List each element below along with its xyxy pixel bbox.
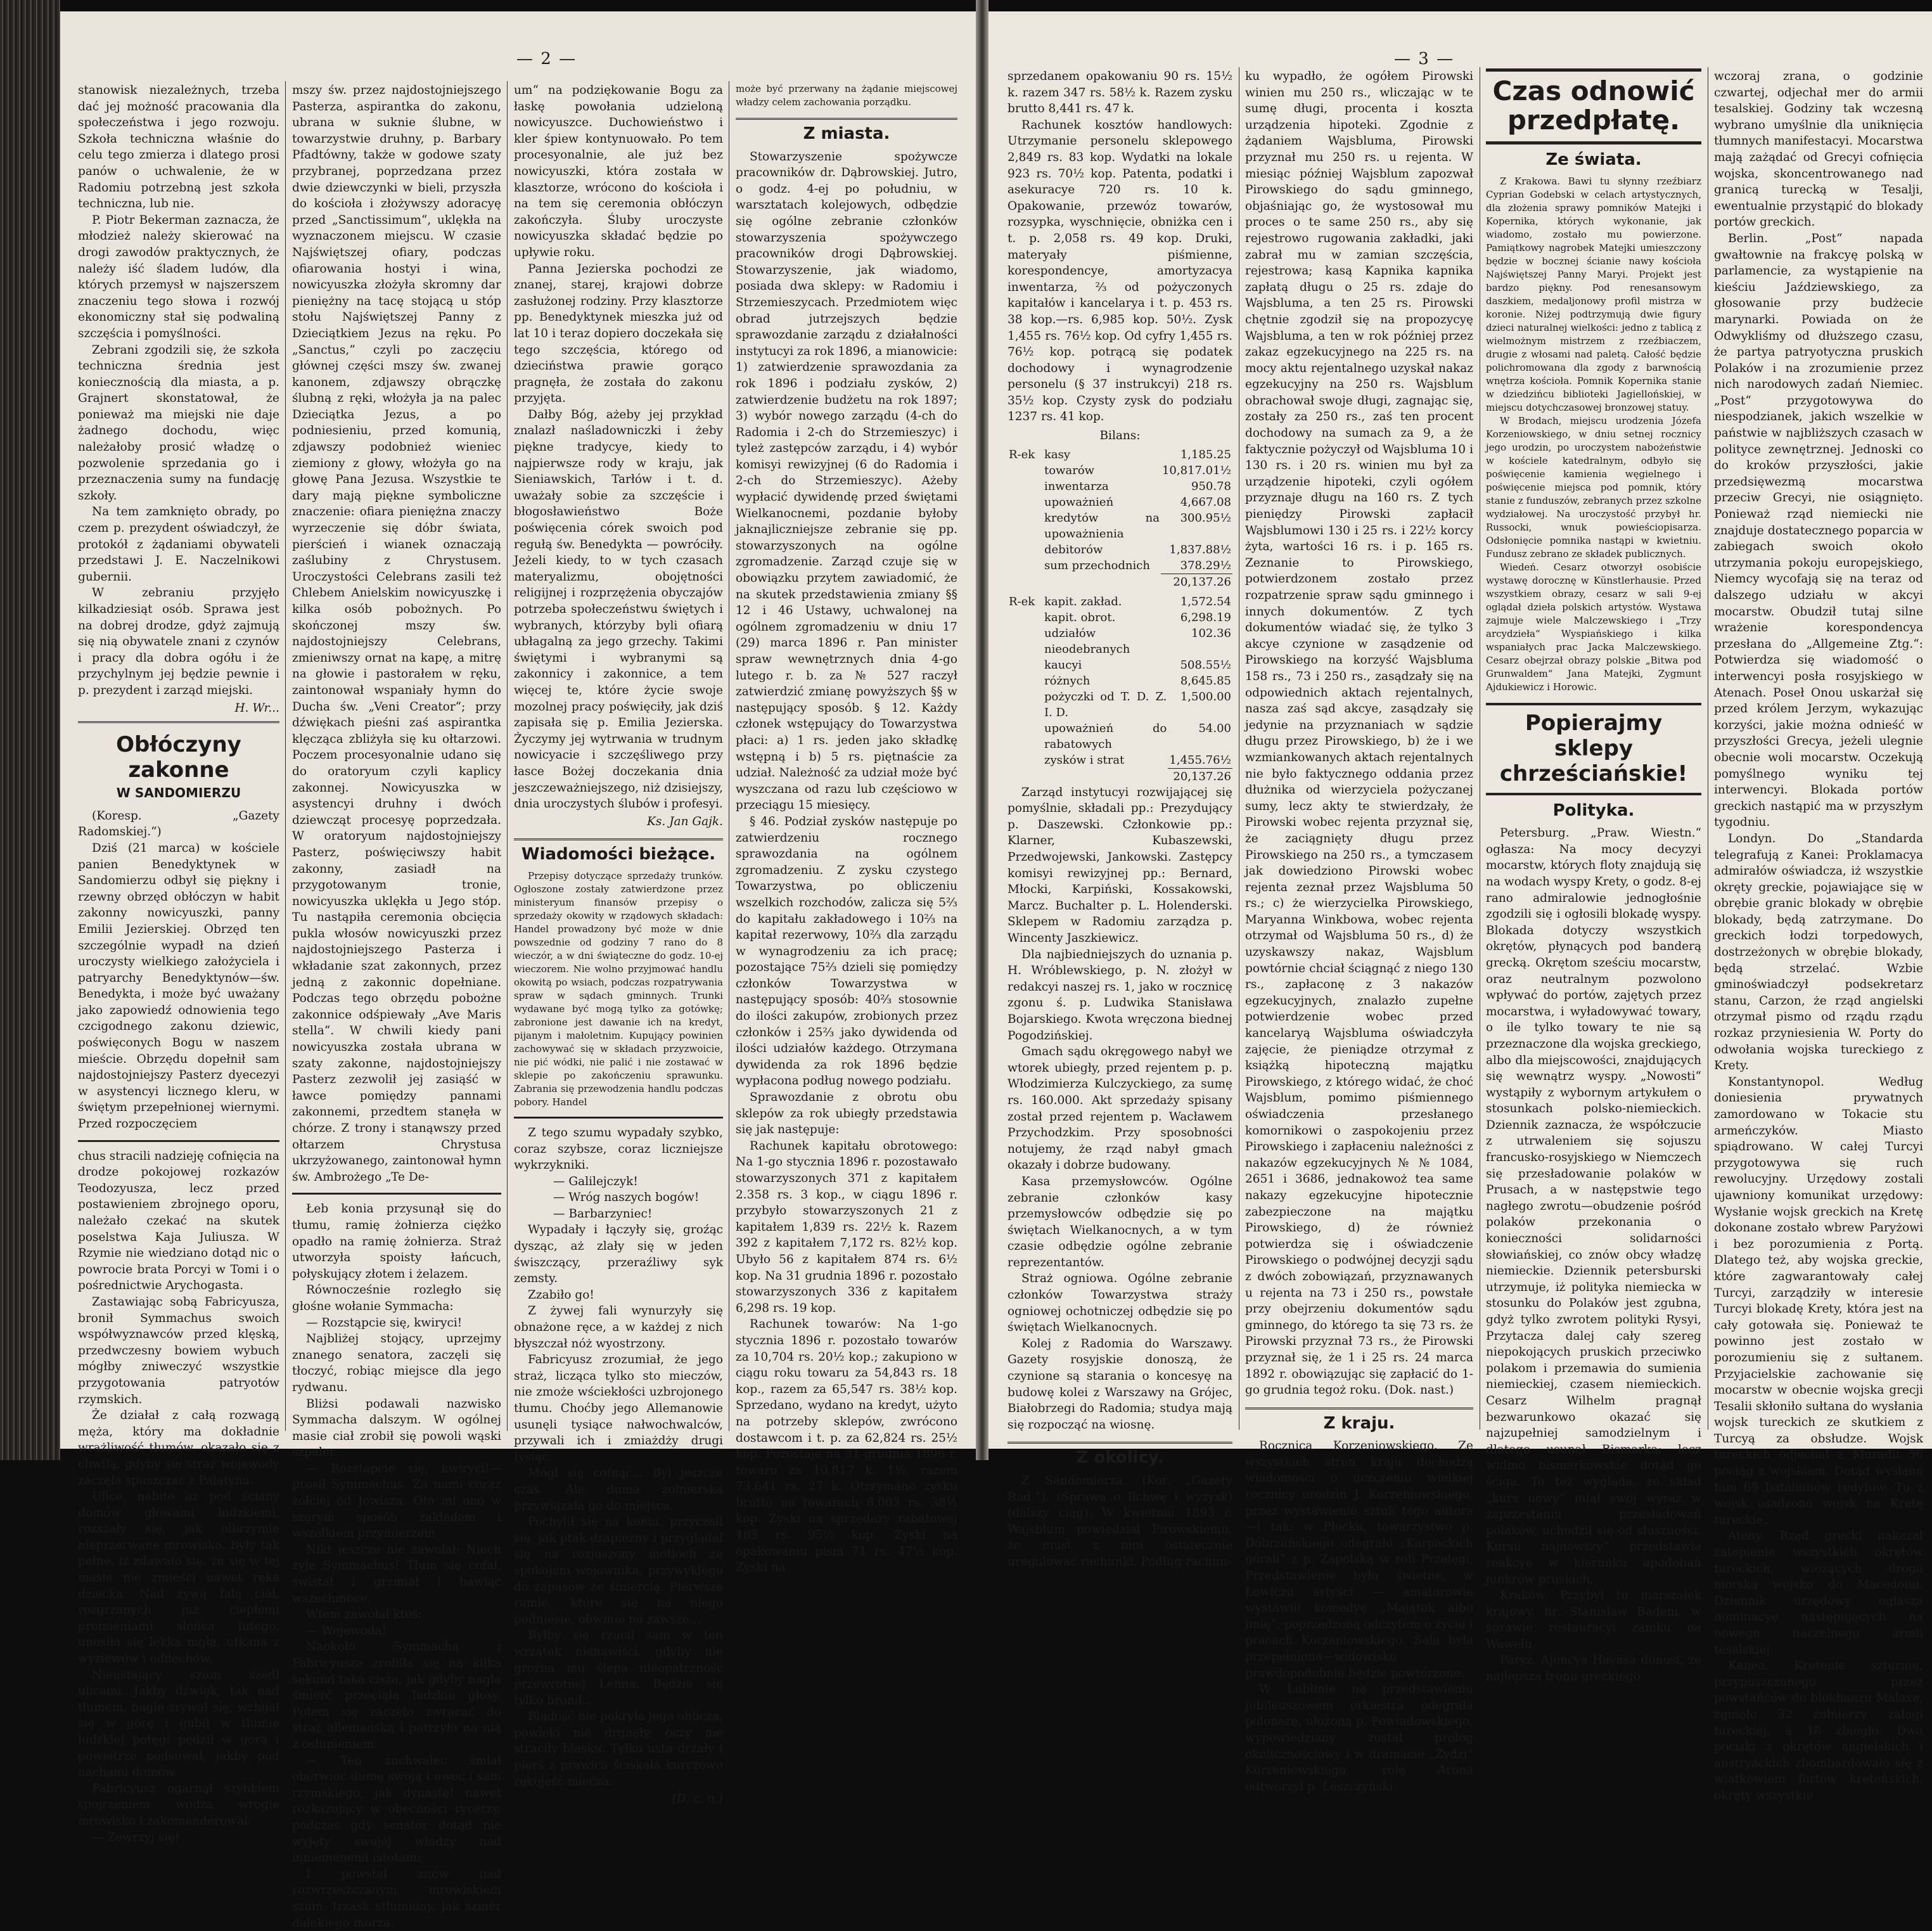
feuilleton-paragraph: Bliżsi podawali nazwisko Symmacha dalszym. W ogólnej masie ciał zrobił się powoli wąski szpaler. [292, 1397, 501, 1459]
balance-value: 6,298.19 [1180, 610, 1231, 624]
feuilleton-paragraph: — Wojewoda! [306, 1624, 387, 1638]
feuilleton-paragraph: Równocześnie rozległo się głośne wołanie Symmacha: [292, 1283, 501, 1313]
section-headline: Polityka. [1552, 800, 1635, 820]
balance-account-prefix [1008, 721, 1043, 752]
feuilleton-paragraph: — Ten zuchwalec śmiał oberwieć dumę swoją i owoc i sam rzymskiego, jak dynastę! nawet rozkazujący w obecności rycerzy, podczas gdy senator dotąd nie wyjęty swojej władzy nad mniemanemi istotami. [292, 1754, 501, 1865]
balance-total: 20,137.26 [1161, 574, 1232, 590]
paragraph: Z Sandomierza. (Kor. „Gazety Rad.“). (Sprawa o lichwę i wyzysk) (dalszy ciąg). W kwietniu 1893 r. Wajsblum powiedział Pirowskiemu, że musi z nim ostatecznie uregulować rachunki. Podług rachun- [1008, 1474, 1232, 1569]
newspaper-page-3 [988, 11, 1932, 1802]
balance-account-prefix [1008, 478, 1043, 494]
signature: Ks. Jan Gajk. [647, 814, 723, 828]
feuilleton-paragraph: Mógł się cofnąć... Byl jeszcze czas. Ale duma żołnierska przywiązała go do miejsca. [514, 1466, 723, 1513]
paragraph: Zarząd instytucyi rozwijającej się pomyślnie, składali pp.: Prezydujący p. Daszewski. Członkowie pp.: Klarner, Kubaszewski, Przedwojewski, Jankowski. Zastępcy komisyi rewizyjnej pp.: Bernard, Młocki, Karpiński, Kossakowski, Marcz. Buchalter p. L. Holenderski. Sklepem w Radomiu zarządza p. Wincenty Jaszkiewicz. [1008, 785, 1232, 945]
balance-total-row [1008, 768, 1232, 785]
balance-label: pożyczki od T. D. Z. I. D. [1044, 690, 1167, 719]
balance-account-prefix [1008, 558, 1043, 574]
column-4 [1714, 68, 1923, 1802]
page-number: — 2 — [516, 49, 577, 68]
feuilleton-line: — Wróg naszych bogów! [553, 1191, 700, 1205]
feuilleton-paragraph: Zastawiając sobą Fabricyusza, bronił Symmachus swoich współwyznawców przed klęską, przedwczesny bowiem wybuch mógłby zniweczyć wszystkie przygotowania patryotów rzymskich. [78, 1295, 279, 1406]
signature: H. Wr... [234, 701, 279, 715]
newspaper-page-2 [60, 11, 976, 1930]
balance-row [1008, 463, 1232, 478]
book-spine [0, 0, 60, 1460]
balance-account-prefix [1008, 610, 1043, 625]
paragraph: wczoraj zrana, o godzinie czwartej, odjechał mer do armii tesalskiej. Godziny tak wczesną wybrano umyślnie dla uniknięcia tłumnych manifestacyi. Mocarstwa mają zażądać od Grecyi cofnięcia wojska, skoncentrowanego nad granicą turecką w Tesalji, ewentualnie przystąpić do blokady portów greckich. [1714, 70, 1923, 229]
balance-account-prefix [1008, 657, 1043, 673]
balance-row [1008, 673, 1232, 689]
section-divider [78, 721, 279, 723]
feuilleton-paragraph: Wtem zawołał ktoś: [306, 1608, 422, 1622]
balance-account-prefix [1008, 463, 1043, 478]
paragraph: Rocznica Korzeniowskiego. Ze wszystkich stron kraju dochodzą wiadomości o uczczeniu wielkiej rocznicy urodzin J. Korzeniowskiego, przez wystawienie sztuk tego autora—i tak: w Płocku, towarzystwo p. Dobrzańskiego odegrało „Karpackich górali“ z p. Zapolską w roli Przełęgi, Przedstawienie było świetne, w Łowiczu artyści — amatorowie wystawili komedyę „Majątek albo imię“, poprzedzoną odczytem o życiu i pracach Korzeniowskiego. Sala była przepełniona—widowisko prawdopodobnie będzie powtórzone. [1245, 1439, 1474, 1680]
balance-total: 20,137.26 [1168, 768, 1232, 785]
balance-account-prefix [1008, 673, 1043, 689]
paragraph: Rachunek kosztów handlowych: Utrzymanie personelu sklepowego 2,849 rs. 83 kop. Wydatki na lokale 923 rs. 70½ kop. Patenta, podatki i asekuracye 720 rs. 10 k. Opakowanie, przewóz towarów, rozsypka, wyschnięcie, obniżka cen i t. p. 2,058 rs. 49 kop. Druki, materyały piśmienne, korespondencye, amortyzacya inwentarza, ⅔ od pożyczonych kapitałów i kancelarya i t. p. 453 rs. 38 kop.—rs. 6,985 kop. 50½. Zysk 1,455 rs. 76½ kop. Od cyfry 1,455 rs. 76½ kop. potrącą się podatek dochodowy i wynagrodzenie personelu (§ 37 instrukcyi) 218 rs. 35½ kop. Czysty zysk do podziału 1237 rs. 41 kop. [1008, 118, 1232, 424]
section-divider [78, 1140, 279, 1142]
balance-account-prefix [1008, 752, 1043, 769]
section-divider [514, 1117, 723, 1119]
balance-row [1008, 558, 1232, 574]
balance-value: 4,667.08 [1180, 495, 1231, 509]
feuilleton-paragraph: Z żywej fali wynurzyły się obnażone ręce, a w każdej z nich błyszczał nóż wyostrzony. [514, 1304, 723, 1350]
feuilleton-paragraph: Łeb konia przysunął się do tłumu, ramię żołnierza ciężko opadło na ramię żołnierza. Straż utworzyła spoisty łańcuch, połyskujący złotem i żelazem. [292, 1202, 501, 1281]
balance-account-prefix: R-ek [1009, 447, 1035, 461]
paragraph: Dałby Bóg, ażeby jej przykład znalazł naśladowniczki i żeby piękne tradycye, kiedy to najpierwsze rody w kraju, jak Sieniawskich, Tarłów i t. d. uważały sobie za szczęście i błogosławieństwo Boże poświęcenia córek swoich pod regułą św. Benedykta — powróciły. Jeżeli kiedy, to w tych czasach materyalizmu, obojętności religijnej i rozprzężenia obyczajów potrzeba społeczeństwu świętych i wybranych, którzyby byli ofiarą ubłagalną za jego grzechy. Takimi świętymi i wybranymi są zakonnicy i zakonnice, a tem więcej te, które życie swoje mozolnej pracy poświęciły, jak dziś zapisała się p. Emilia Jezierska. Życzymy jej wytrwania w trudnym nowicyacie i szczęśliwego przy łasce Bożej doczekania dnia jeszczeważniejszego, niż dzisiejszy, dnia uroczystych ślubów i profesyi. [514, 407, 723, 811]
paragraph: Kolej z Radomia do Warszawy. Gazety rosyjskie donoszą, że czynione są starania o koncesyę na budowę kolei z Warszawy na Grójec, Białobrzegi do Radomia; studya mają się rozpocząć na wiosnę. [1008, 1337, 1232, 1432]
balance-account-prefix [1008, 689, 1043, 721]
balance-table-assets [1008, 447, 1232, 590]
balance-account-prefix [1008, 625, 1043, 657]
balance-title: Bilans: [1099, 429, 1141, 443]
balance-label: upoważnień do rabatowych [1044, 721, 1167, 751]
feuilleton-paragraph: — Zewrzyj się! [92, 1830, 180, 1844]
balance-label: sum przechodnich [1044, 558, 1150, 572]
feuilleton-paragraph: — Rozstąpcie się, kwiryci!—prosił Symmachus. Za nami coraz żółciej od Jowisza. Oto mi ono w szarym sposób zakładem i wszelkiem przymierzem. [292, 1461, 501, 1541]
paragraph: Konstantynopol. Według doniesienia prywatnych zamordowano w Tokacie stu armeńczyków. Miasto spiądrowano. W całej Turcyi przygotowywa się ruch rewolucyjny. Urzędowy zostali ujawniony komunikat urzędowy: Wysłanie wojsk greckich na Kretę dokonane zostało wbrew Paryżowi i bez porozumienia z Portą. Dlatego też, aby wojska greckie, które zagwarantowały całej Turcyi, zarządziły w interesie Turcyi blokadę Krety, która jest na cały gotowała się. Ponieważ te powinno jest zostało w porozumieniu się z sułtanem. Przyjacielskie zachowanie się mocarstw w obecnie wojska grecji Tesalii skłoniło sułtana do wysłania wojsk tureckich ze skutkiem z Turcyą za obsłudze. Wojsk tureckich odjechał z Muradii 56 pociąg z wojskiem. Dotąd wysłano tam 69 batalionów redyfów. Tu z wojsk osadzono wojsk na Kretę tureckie. [1714, 1075, 1923, 1527]
paragraph: Straż ogniowa. Ogólne zebranie członków Towarzystwa straży ogniowej ochotniczej odbędzie się po świętach Wielkanocnych. [1008, 1272, 1232, 1335]
paragraph: Stowarzyszenie spożywcze pracowników dr. Dąbrowskiej. Jutro, o godz. 4-ej po południu, w warsztatach kolejowych, odbędzie się ogólne zebranie członków stowarzyszenia spożywczego pracowników drogi Dąbrowskiej. Stowarzyszenie, jak wiadomo, posiada dwa sklepy: w Radomiu i Strzemieszycach. Przedmiotem więc obrad jutrzejszych będzie sprawozdanie zarządu z działalności instytucyi za rok 1896, a mianowicie: 1) zatwierdzenie sprawozdania za rok 1896 i podziału zysków, 2) zatwierdzenie budżetu na rok 1897; 3) wybór nowego zarządu (4-ch do Radomia i 2-ch do Strzemieszyc) i tyleż zastępców zarządu, i 4) wybór komisyi rewizyjnej (6 do Radomia i 2-ch do Strzemieszyc). Ażeby wypłacić dywidendę przed świętami Wielkanocnemi, pozdanie byłoby jaknajliczniejsze zebranie się pp. stowarzyszonych na ogólne zgromadzenie. Zarząd czuje się w obowiązku przytem zawiadomić, że na skutek przedstawienia zmiany §§ 12 i 46 Ustawy, uchwalonej na ogólnem zgromadzeniu w dniu 17 (29) marca 1896 r. Pan minister spraw wewnętrznych dnia 4-go lutego r. b. za № 527 raczył zatwierdzić zmianę powyższych §§ w następujący sposób. § 12. Każdy członek wstępujący do Towarzystwa płaci: a) 1 rs. jeden jako składkę wstępną i b) 5 rs. piętnaście za udział. Należność za udział może być wyszczana od razu lub częściowo w przeciągu 15 miesięcy. [736, 150, 957, 812]
paragraph: Rachunek kapitału obrotowego: Na 1-go stycznia 1896 r. pozostawało stowarzyszonych 371 z kapitałem 2.358 rs. 3 kop., w ciągu 1896 r. przybyło stowarzyszonych 21 z kapitałem 1,839 rs. 22½ k. Razem 392 z kapitałem 7,172 rs. 82½ kop. Ubyło 56 z kapitałem 874 rs. 6½ kop. Na 31 grudnia 1896 r. pozostało stowarzyszonych 336 z kapitałem 6,298 rs. 19 kop. [736, 1139, 957, 1315]
balance-label: różnych [1044, 674, 1091, 688]
balance-label: udziałów nieodebranych [1044, 626, 1130, 656]
feuilleton-paragraph: Najbliżej stojący, uprzejmy znanego senatora, zaczęli się tłoczyć, robiąc miejsce dla jego rydwanu. [292, 1332, 501, 1394]
balance-row [1008, 689, 1232, 721]
column-3 [1486, 62, 1701, 1684]
paragraph: Kraków. Przybył tu marszałek krajowy, hr. Stanisław Badeni, w sprawie restauracyi zamku na Wawelu. [1486, 1589, 1701, 1651]
feuilleton-paragraph: Ulice, nabite aż pod ściany domów głowami ludzkiemi, rozszały się, jak olbrzymie nieprzerwane mrowisko. Były tak pełne, iż zdawało się, że się w tej masie nie zmieści nawet ręka dziecka. Nad żywą falą ciał, rozgrzanych już ciepłemi promieniami słońca lutego, unosiła się lekka mgła, utkana z wyziewów i oddechów. [78, 1490, 279, 1666]
balance-account-prefix [1008, 494, 1043, 510]
column-rule [507, 81, 508, 1431]
paragraph: Zebrani zgodzili się, że szkoła techniczna średnia jest koniecznością dla miasta, a p. Grajnert skonstatował, że ponieważ ma miejski nie daje żadnego dochodu, więc należałoby prosić władzę o pozwolenie sprzedania go i przeznaczenia sumy na fundację szkoły. [78, 343, 279, 503]
paragraph: Z Krakowa. Bawi tu słynny rzeźbiarz Cyprian Godebski w celach artystycznych, dla złożenia sprawy pomników Matejki i Kopernika, których wykonanie, jak wiadomo, zostało mu powierzone. Pamiątkowy nagrobek Matejki umieszczony będzie w bocznej ścianie nawy kościoła Najświętszej Panny Maryi. Projekt jest bardzo piękny. Pod renesansowym daszkiem, medaljonowy profil mistrza w koronie. Niżej podtrzymują dwie figury dzieci naturalnej wielkości: jedno z tablicą z wielmożnym mistrzem z rzeźbiaczem, drugie z włosami nad paletą. Całość będzie polichromowana dla zgody z barwnością wnętrza kościoła. Pomnik Kopernika stanie w dziedzińcu biblioteki Jagiellońskiej, w miejscu dotychczasowej bronzowej statuy. [1486, 175, 1701, 413]
paragraph: Panna Jezierska pochodzi ze znanej, starej, krajowi dobrze zasłużonej rodziny. Przy klasztorze pp. Benedyktynek mieszka już od lat 10 i teraz dopiero doczekała się tego szczęścia, którego od dzieciństwa prawie gorąco pragnęła, że została do zakonu przyjęta. [514, 262, 723, 406]
paragraph: mszy św. przez najdostojniejszego Pasterza, aspirantka do zakonu, ubrana w suknie ślubne, w towarzystwie druhny, p. Barbary Pfadtówny, także w godowe szaty przybranej, poprzedzana przez dwie dziewczynki w bieli, przyszła do kościoła i złożywszy adoracyę przed „Sanctissimum“, uklękła na wyznaczonem miejscu. W czasie Najświętszej ofiary, podczas ofiarowania hostyi i wina, nowicyuszka złożyła skromny dar pieniężny na tacę stojącą u stóp stołu Najświętszej Panny z Dzieciątkiem Jezus na ręku. Po „Sanctus,“ czyli po zaczęciu głównej części mszy św. zwanej kanonem, zdjawszy obrączkę ślubną z ręki, włożyła ja na palec Dzieciątka Jezus, a po podniesieniu, przed komunią, zdjawszy podobnież wieniec ziemiony z głowy, włożyła go na głowę Pana Jezusa. Wszystkie te dary mają piękne symboliczne znaczenie: ofiara pieniężna znaczy wyrzeczenie się dóbr świata, pierścień i wianek oznaczają zaślubiny z Chrystusem. Uroczystości Celebrans zasili też Chlebem Anielskim nowicyuszkę i kilka osób pobożnych. Po skończonej mszy św. najdostojniejszy Celebrans, zmieniwszy ornat na kapę, a mitrę na głowie i pastorałem w ręku, zaintonował wspaniały hymn do Ducha św. „Veni Creator“; przy dźwiękach pieśni zaś aspirantka klęcząca zbliżyła się ku ołtarzowi. Poczem procesyonalnie udano się do oratoryum czyli kaplicy zakonnej. Nowicyuszka w asystencyi druhny i dwóch dziewcząt procesyę poprzedzała. W oratoryum najdostojniejszy Pasterz, poświęciwszy habit zakonny, zasiadł na przygotowanym tronie, nowicyuszka uklękła u Jego stóp. Tu nastąpiła ceremonia obcięcia pukla włosów nowicyuszki przez najdostojniejszego Pasterza i wkładanie szat zakonnych, przez jedną z zakonnic dopełniane. Podczas tego obrzędu pobożne zakonnice odśpiewały „Ave Maris stella“. W chwili kiedy pani nowicyuszka została ubrana w szaty zakonne, najdostojniejszy Pasterz zezwolił jej zasiąść w ławce pomiędzy pannami zakonnemi, przedtem stanęła w chórze. Z trony i stanąwszy przed ołtarzem Chrystusa ukrzyżowanego, zaintonował hymn św. Ambrożego „Te De- [292, 84, 501, 1184]
balance-value: 508.55½ [1180, 658, 1231, 672]
balance-value: 1,572.54 [1180, 594, 1231, 608]
paragraph: Kasa przemysłowców. Ogólne zebranie członków kasy przemysłowców odbędzie się po świętach Wielkanocnych, a w tym czasie odbędzie ogólne zebranie reprezentantów. [1008, 1174, 1232, 1269]
feuilleton-paragraph: Nikt jeszcze nie zawołał: Niech żyje Symmachus! Tłum się cofał, świstał i grzmiał i bawiąc wszechmoce. [292, 1543, 501, 1605]
feuilleton-paragraph: Z tego szumu wypadały szybko, coraz szybsze, coraz liczniejsze wykrzykniki. [514, 1126, 723, 1172]
column-2 [292, 82, 501, 1930]
balance-value: 1,500.00 [1180, 690, 1231, 703]
feuilleton-paragraph: Byłby się rzucił sam w ten wrzątek nienawiści, gdyby nie groźna mu ślepa nieopatrzność przewrotnej Lenna. Będzie się tylko bronił... [514, 1629, 723, 1707]
section-headline: Z miasta. [736, 118, 957, 143]
balance-total-row [1008, 574, 1232, 590]
paragraph: może być przerwany na żądanie miejscowej władzy celem zachowania porządku. [736, 83, 957, 108]
balance-row [1008, 594, 1232, 610]
feuilleton-paragraph: — Rozstąpcie się, kwiryci! [306, 1316, 463, 1330]
paragraph: Londyn. Do „Standarda telegrafują z Kanei: Proklamacya admirałów oświadcza, iż wszystkie okręty greckie, pojawiające się w obrębie granic blokady w obrębie blokady, będą zatrzymane. Do greckich łodzi torpedowych, dostrzeżonych w obrębie blokady, będą strzelać. Wzbie gminoświadczył podsekretarz stanu, Carzon, że rząd angielski otrzymał pismo od rządu rządu rozkaz przyniesienia W. Porty do odwołania wojska tureckiego z Krety. [1714, 831, 1923, 1073]
feuilleton-paragraph: Fabricyusz zrozumiał, że jego straż, licząca tylko sto mieczów, nie zmoże wściekłości uzbrojonego tłumu. Choćby jego Allemanowie usunęli tysiące nałwochwalców, przywali ich i zmiażdży drugi tysiąc. [514, 1353, 723, 1464]
column-2 [1245, 68, 1474, 1793]
paragraph: § 46. Podział zysków następuje po zatwierdzeniu rocznego sprawozdania na ogólnem zgromadzeniu. Z zysku czystego Towarzystwa, po obliczeniu wszelkich rozchodów, zalicza się 5⅔ do kapitału zakładowego i 10⅔ na kapitał rezerwowy, 10⅔ dla zarządu w wynagrodzeniu za ich pracę; pozostające 75⅔ dzieli się pomiędzy członków Towarzystwa w następujący sposób: 40⅔ stosownie do ilości zakupów, zrobionych przez członków i 25⅔ jako dywidenda od ilości udziałów każdego. Otrzymana dywidenda za rok 1896 będzie wypłacona podług nowego podziału. [736, 814, 957, 1088]
feuilleton-paragraph: chus stracili nadzieję cofnięcia na drodze pokojowej rozkazów Teodozyusza, lecz przed postawieniem zbrojnego oporu, należało czekać na skutek poselstwa Kaja Juliusza. W Rzymie nie wiedziano dotąd nic o powrocie brata Porcyi w Tomi i o pośrednictwie Arychogasta. [78, 1149, 279, 1293]
balance-value: 1,185.25 [1180, 447, 1231, 461]
section-headline: Z kraju. [1245, 1408, 1473, 1432]
balance-row [1008, 542, 1232, 558]
feuilleton-paragraph: Wypadały i łączyły się, groźąc dysząc, aż zlały się w jeden świszczący, przeraźliwy syk zemsty. [514, 1223, 723, 1286]
balance-row [1008, 478, 1232, 494]
balance-value: 10,817.01½ [1161, 463, 1231, 477]
paragraph: um“ na podziękowanie Bogu za łaskę powołania udzieloną nowicyuszce. Duchowieństwo i kler śpiew kontynuowało. Po tem procesyonalnie, ale już bez nowicyuszki, która została w klasztorze, wrócono do kościoła i na tem się ceremonia obłóczyn zakończyła. Śluby uroczyste nowicyuszka składać będzie po upływie roku. [514, 84, 723, 259]
feuilleton-paragraph: Nieustający szum szedł ulicami. Jakby dźwięk, tak nad tłumem, nagle zrywał się, wzbijał się w górę i gubił w tłumie ludzkiej potęgi pędził w gorą i powietrze podsuwał, jakby pod nachami domów. [78, 1668, 279, 1780]
balance-value: 102.36 [1191, 626, 1231, 640]
paragraph: W zebraniu przyjęło kilkadziesiąt osób. Sprawa jest na dobrej drodze, gdyż zajmują się nią obywatele znani z czynów i pracy dla dobra ogółu i że przychylnym jej będzie pewnie i p. prezydent i zarząd miejski. [78, 586, 279, 697]
paragraph: W Brodach, miejscu urodzenia Józefa Korzeniowskiego, w dniu setnej rocznicy jego urodzin, po uroczystem nabożeństwie w kościele katedralnym, odbyło się poświęcenie kamienia węgielnego i poświęcenie miejsca pod pomnik, który stanie z funduszów, zebranych przez szkolne wydziałowej. Na uroczystość przybył hr. Russocki, wnuk powieściopisarza. Odsłonięcie pomnika nastąpi w kwietniu. Fundusz zebrano ze składek publicznych. [1486, 414, 1701, 560]
balance-row [1008, 610, 1232, 625]
paragraph: Sprawozdanie z obrotu obu sklepów za rok ubiegły przedstawia się jak następuje: [736, 1091, 957, 1137]
balance-row [1008, 752, 1232, 769]
balance-row [1008, 447, 1232, 463]
balance-row [1008, 494, 1232, 510]
balance-value: 300.95½ [1180, 511, 1231, 525]
balance-value: 950.78 [1191, 479, 1231, 493]
slogan-banner: Popierajmy sklepy chrześciańskie! [1486, 703, 1701, 795]
balance-label: debitorów [1044, 542, 1103, 556]
balance-account-prefix [1008, 510, 1043, 542]
balance-account-prefix [1008, 542, 1043, 558]
balance-table-liabilities [1008, 594, 1232, 785]
paragraph: Rachunek towarów: Na 1-go stycznia 1896 r. pozostało towarów za 10,704 rs. 20½ kop.; zakupiono w ciągu roku towaru za 54,843 rs. 18 kop., razem za 65,547 rs. 38½ kop. Sprzedano, wydano na kredyt, użyto na potrzeby sklepów, zwrócono dostawcom i t. p. za 62,824 rs. 25½ kop. Pozostaje na 31 grudnia 1896 r. towaru za 10,817 k. 1½, razem 73,641 rs. 27 k. Otrzymano zysku brutto na towarach 8,003 rs. 38½ kop. Zyski na sprzedaży rabatowej 185 rs. 95½ kop. Zyski na opakowaniu pism 71 rs. 47½ kop. Zyski na [736, 1318, 957, 1575]
feuilleton-paragraph: Bladość nie pokryła jego oblicza, powieki nie drgnęły, oczy nie straciły blasku. Tylko usta drżały i pierś z prawica ściskała kurczowo rękojeść miecza. [514, 1710, 723, 1788]
balance-label: kasy [1044, 447, 1071, 461]
section-headline: Ze świata. [1545, 150, 1642, 169]
subscription-banner: Czas odnowić przedpłatę. [1486, 68, 1701, 144]
feuilleton-line: — Barbarzyniec! [553, 1207, 653, 1221]
feuilleton-paragraph: Naokoło Symmacha i Fabricyusza zrobiła się na kilka sekund taka cisza, jak gdyby nagła śmierć przeciąła ludzkie głosy. Potem się zaczęło zwracać do straż allemańską i patrzyło na nią z osłupieniem. [292, 1640, 501, 1751]
balance-label: towarów [1044, 463, 1095, 477]
paragraph: Wiedeń. Cesarz otworzył osobiście wystawę dorocznę w Künstlerhausie. Przed wszystkiem obrazy, cesarz w sali 9-ej oglądał dzieła polskich artystów. Wystawa zajmuje wiele Malczewskiego i „Trzy arcydzieła“ Wyspiańskiego i kilka wspaniałych prac Jacka Malczewskiego. Cesarz obejrzał obrazy polskie „Bitwa pod Grunwaldem“ Jana Matejki, Zygmunt Ajdukiewicz i Horowic. [1486, 561, 1701, 693]
paragraph: Kanea. Kretenie szturmu, przypuszczonego przez powstańców do blokhanzu Malaxa, zginęło 32 żołnierzy załogi tureckiej, a 18 zbiegło. Dwa pociski z okrętów angielskich i austryackich zbombardowało się z wiatkowiem fortów kreteńskich, okręty wszystkie [1714, 1659, 1923, 1802]
balance-label: zysków i strat [1044, 753, 1125, 767]
paragraph: Petersburg. „Praw. Wiestn.“ ogłasza: Na mocy decyzyi mocarstw, których floty znajdują się na wodach wyspy Krety, o godz. 8-ej rano admiralowie jednogłośnie zgodzili się i ogłosili blokadę wyspy. Blokada dotyczy wszystkich okrętów, płynących pod banderą grecką. Okrętom sześciu mocarstw, oraz neutralnym pozwolono wpływać do portów, zajętych przez mocarstwa, i wyładowywać towary, o ile tylko towary te nie są przeznaczone dla wojska greckiego, albo dla miejscowości, znajdujących się wewnątrz wyspy. „Nowosti“ wystąpiły z wybornym artykułem o stosunkach polsko-niemieckich. Dziennik zaznacza, że współczucie z utrwaleniem się sojuszu francusko-rosyjskiego w Niemczech się przesładowanie polaków w Prusach, a w następstwie tego nagłego zwrotu—obudzenie pośród polaków przekonania o konieczności solidarności słowiańskiej, co znów obcy władzę niemieckie. Dziennik petersburski utrzymuje, iż polityka niemiecka w stosunku do Polaków jest zgubna, gdyż tylko zwrotem polityki Rysyi, Przytacza dalej cały szereg niepokojących pruskich przeciwko polakom i przemawia do sumienia niemieckiej, czasem niemieckich. Cesarz Wilhelm pragnął bezwarunkowo okazać się najzupełniej samodzielnym i dlatego usunął Bismarka; lecz widmo bismarkowskie dotąd go ściga. To też wygląda, że skład „kurs nowy“ miał swój wyraz w zaprzestaniu przesładowań polaków, uchodził się od słuszności. Kursu najnowszy“ przedstawia reakcyę w kierunku upodobań junkrów pruskich. [1486, 826, 1701, 1586]
feuilleton-paragraph: Że działał z całą rozwagą męża, który ma dokładnie wrażliwość tłumów, okazało się z chwilą, gdyby się straż wojewody zaczęła spuszczać z Palatynu. [78, 1409, 279, 1487]
article-subheadline: W SANDOMIERZU [116, 785, 241, 801]
article-headline: Obłóczyny zakonne [116, 732, 241, 783]
column-1 [78, 82, 279, 1844]
balance-value: 1,837.88½ [1169, 542, 1231, 556]
paragraph: ku wypadło, że ogółem Pirowski winien mu 250 rs., wliczając w te sumę długi, procenta i koszta urządzenia hipoteki. Zgodnie z żądaniem Wajsbluma, Pirowski przyznał mu 250 rs. u rejenta. W miesiąc później Wajsblum zapozwał Pirowskiego do sądu gminnego, objaśniając go, że wystosował mu proces o te same 250 rs., aby się rejestrowo rugowania zakładki, jaki zabrał mu w zamian szczęścia, rejestrowa; kasą Kapnika kapnika zapłatą długu o 25 rs. zdaje do Wajsbluma, a ten 25 rs. Pirowski chętnie zgodził się na propozycyę Wajsbluma, a ten w rok później przez zakaz egzekucyjnego na 225 rs. na mocy aktu rejentalnego uzyskał nakaz egzekucyjny na 250 rs. Wajsblum obrachował swoje długi, zagnając się, zostały za 250 rs., zaś ten procent dochodowy na sumach za 9, a że faktycznie pożyczył od Wajsbluma 10 i 130 rs. i 20 rs. winien mu był za urządzenie hipoteki, czyli ogółem przyznaje długu na 160 rs. Z tych pieniędzy Pirowski zapłacił Wajsblumowi 130 i 25 rs. i 22½ korcy żyta, wartości 16 rs. i p. 165 rs. Zeznanie to Pirowskiego, potwierdzonem zostało przez rozpatrzenie spraw sądu gminnego i innych dokumentów. Z tych dokumentów wiadać się, że tylko 3 akcye czynione w zasądzenie od Pirowskiego na korzyść Wajsbluma 158 rs., 73 i 250 rs., zasądzały się na odpowiednich aktach rejentalnych, nasza zaś sąd akcye, zasądzały się jedynie na przyznaniach w sądzie długu przez Pirowskiego, b) że i we wzmiankowanych aktach rejentalnych nie było faktycznego oddania przez dłużnika od wierzyciela pożyczanej sumy, lecz akty te stwierdzały, że Pirowski wobec rejenta przyznał się, że zaciągnięty długu przez Pirowskiego na 250 rs., a tymczasem jak dowiedziono Pirowski wobec rejenta zeznał przez Wajsbluma 50 rs.; c) że wierzycielka Pirowskiego, Maryanna Winkbowa, wobec rejenta otrzymał od Wajsbluma 50 rs., d) że uzyskawszy nakaz, Wajsblum powtórnie chciał ściągnąć z niego 130 rs., zapłaconę z 3 nakazów egzekucyjnych, znalazło zupełne potwierdzenie wobec przed kancelaryą Wajsbluma oświadczyła zajęcie, że pieniądze otrzymał z książką hipoteczną majątku Pirowskiego, z którego widać, że choć Wajsblum, pomimo piśmiennego oświadczenia przesłanego komornikowi o zaspokojeniu przez Pirowskiego i zapłaceniu należności z nakazów egzekucyjnych № № 1084, 2651 i 3686, jednakowoż tea same nakazy egzekucyjne hipotecznie zabezpieczone na majątku Pirowskiego, d) że również potwierdza się i oświadczenie Pirowskiego o podwójnej decyzji sądu z dwóch zobowiązań, przyznawanych u rejenta na 73 i 250 rs., powstałe przy obejrzeniu dokumentów sądu gminnego, do którego ta się 73 rs. że Pirowski przyznał 73 rs., że Pirowski przyznał się, że 1 i 25 rs. 24 marca 1892 r. obowiązując się zapłacić do 1-go grudnia tegoż roku. (Dok. nast.) [1245, 70, 1473, 1397]
section-headline: Wiadomości bieżące. [514, 838, 723, 863]
balance-label: kredytów na upoważnienia [1044, 511, 1160, 541]
balance-row [1008, 721, 1232, 752]
balance-label: upoważnień [1044, 495, 1114, 509]
section-divider [292, 1193, 501, 1195]
balance-label: kapit. obrot. [1044, 610, 1116, 624]
paragraph: stanowisk niezależnych, trzeba dać jej możność pracowania dla społeczeństwa i jego rozwoju. Szkoła techniczna właśnie do celu tego zmierza i dlatego prosi panów o uchwalenie, że w Radomiu potrzebną jest szkoła techniczna, lub nie. [78, 84, 279, 211]
section-headline: Z okolicy. [1008, 1442, 1232, 1466]
feuilleton-paragraph: Pochylił się na koniu, przyczaił się, jak ptak drapieżny i przyglądał się na rozjuszony motloch ze spokojem wojownika, przywykłego do zapasów ze śmiercią. Pierwsze ramię, które się na niego podniesie, obwinie na zawsze... [514, 1515, 723, 1626]
balance-value: 8,645.85 [1180, 674, 1231, 688]
paragraph: sprzedanem opakowaniu 90 rs. 15½ k. razem 347 rs. 58½ k. Razem zysku brutto 8,441 rs. 47 k. [1008, 70, 1232, 116]
page-gutter [976, 0, 988, 1460]
paragraph: Berlin. „Post“ napada gwałtownie na frakcyę polską w parlamencie, za wystąpienie na kieściu Jaździewskiego, za głosowanie przy budżecie marynarki. Powiada on że Odwykliśmy od dłuższego czasu, że partya patryotyczna pruskich Polaków i na zrozumienie przez nich narodowych zadań Niemiec. „Post“ przygotowywa do niespodzianek, jakich wszelkie w państwie w najbliższych czasach w polityce zewnętrznej. Jednoski co do kroków przyszłości, jakie przedsięwezmą mocarstwa przeciw Grecyi, nie osiągnięto. Ponieważ rząd niemiecki nie znajduje dostatecznego poparcia w zabiegach swoich około utrzymania pokoju europejskiego, Niemcy wycofają się na teraz od dalszego udziału w akcyi mocarstw. Obudził tutaj silne wrażenie korespondencya przesłana do „Allgemeine Ztg.“: Potwierdza się wiadomość o interwencyi posła rosyjskiego w Atenach. Poseł Onou uskarżał się przed królem Jerzym, wykazując korzyści, jakie można odnieść w przyszłości Grecya, jeżeli ulegnie obecnie woli mocarstw. Oczekują pomyślnego wyniku tej interwencyi. Blokada portów greckich nastąpić ma w przyszłym tygodniu. [1714, 231, 1923, 830]
balance-row [1008, 625, 1232, 657]
feuilleton-paragraph: I powstał znów nad rozwrzeszczanym mrowiskiem szum, trzask stłumiony, jak szmer dalekiego morza. [292, 1867, 501, 1930]
column-3 [514, 82, 723, 1806]
page-number: — 3 — [1394, 49, 1455, 68]
paragraph: Dla najbiedniejszych do uznania p. H. Wróblewskiego, p. N. złożył w redakcyi naszej rs. 1, jako w rocznicę zgonu ś. p. Ludwika Stanisława Bojarskiego. Kwota wręczona biednej Pogodzińskiej. [1008, 947, 1232, 1042]
feuilleton-line: — Galilejczyk! [553, 1174, 638, 1188]
balance-value: 378.29½ [1180, 558, 1231, 572]
balance-label: inwentarza [1044, 479, 1109, 493]
paragraph: Gmach sądu okręgowego nabył we wtorek ubiegły, przed rejentem p. p. Włodzimierza Kulczyckiego, za sumę rs. 160.000. Akt sprzedaży spisany został przed rejentem p. Wacławem Przychodzkim. Przy sposobności notujemy, że rząd nabył gmach okazały i dobrze budowany. [1008, 1045, 1232, 1172]
paragraph: Ateny. Rząd grecki nakazał zatopienie wszystkich okrętów tureckich, wiozących droga morską wojsko do Macedonii. Dziennik urzędowy ogłasza nominacyę następujących na nowego naczelnego armii tesalskiej. [1714, 1529, 1923, 1657]
paragraph: W Lublinie na przedstawieniu jubileuszowem orkiestra odegrała polonezę, ułożoną p. Powiadowskiego, wypowiedziany został prolog okolicznościowy i w dramacie „Żydzi“ Korzeniowskiego, rolę Arona odtworzył p. Leszczyński. [1245, 1683, 1473, 1793]
balance-row [1008, 657, 1232, 673]
balance-row [1008, 510, 1232, 542]
paragraph: Przepisy dotyczące sprzedaży trunków. Ogłoszone zostały zatwierdzone przez ministeryum finansów przepisy o sprzedaży okowity w rządowych składach: Handel prowadzony być może w dnie powszednie od godziny 7 rano do 8 wieczór, a w dni świąteczne do godz. 10-ej wieczorem. Nie wolno przyjmować handlu okowitą po wsiach, podczas rozpatrywania spraw w sądach gminnych. Trunki wydawane być mogą tylko za gotówkę; zabronione jest dawanie ich na kredyt, pijanym i małoletnim. Kupujący powinien zachowywać się w składach przyzwoicie, nie pić wódki, nie palić i nie zostawać w sklepie po zakończeniu sprawunku. Zabrania się przewodzenia handlu podczas pobory. Handel [514, 869, 723, 1108]
feuilleton-paragraph: Zzabiło go! [528, 1288, 594, 1302]
column-rule [285, 81, 286, 1431]
balance-account-prefix: R-ek [1009, 594, 1035, 608]
feuilleton-paragraph: Fabricyusz ogarnął szybkiem spojrzeniem wodza wrogie mrowisko i zakomenderował: [78, 1781, 279, 1828]
balance-value: 54.00 [1198, 721, 1231, 735]
paragraph: P. Piotr Bekerman zaznacza, że młodzież należy skierować na drogi zawodów praktycznych, że należy iść śladem ludów, dla których przemysł w najszerszem znaczeniu tego słowa i rozwój ekonomiczny stał się podwaliną szczęścia i pomyślności. [78, 213, 279, 340]
paragraph: Dziś (21 marca) w kościele panien Benedyktynek w Sandomierzu odbył się piękny i rzewny obrzęd obłóczyn w habit zakonny nowicyuszki, panny Emilii Jezierskiej. Obrzęd ten szczególnie wypadł na dzień uroczysty wielkiego założyciela i patryarchy Benedyktynów—św. Benedykta, i może być uważany jako zapowiedź odnowienia tego czcigodnego zakonu dziewic, poświęconych Bogu w naszem mieście. Obrzędu dopełnił sam najdostojniejszy Pasterz dyecezyi w asystencyi licznego kleru, w świętym przepełnionej wiernymi. Przed rozpoczęciem [78, 841, 279, 1131]
column-1 [1008, 68, 1232, 1569]
column-4 [736, 82, 957, 1575]
paragraph: Na tem zamknięto obrady, po czem p. prezydent oświadczył, że protokół z żądaniami obywateli przedstawi J. E. Naczelnikowi gubernii. [78, 505, 279, 584]
paragraph: Paryż. Ajencya Havasa donosi, że najlepsza tronu greckiego [1486, 1653, 1701, 1684]
balance-label: kapit. zakład. [1044, 594, 1122, 608]
correspondence-note: (Koresp. „Gazety Radomskiej.“) [78, 809, 279, 839]
balance-label: kaucyi [1044, 658, 1082, 672]
signature: (D. c. n.) [672, 1792, 723, 1806]
balance-value: 1,455.76½ [1169, 753, 1231, 767]
